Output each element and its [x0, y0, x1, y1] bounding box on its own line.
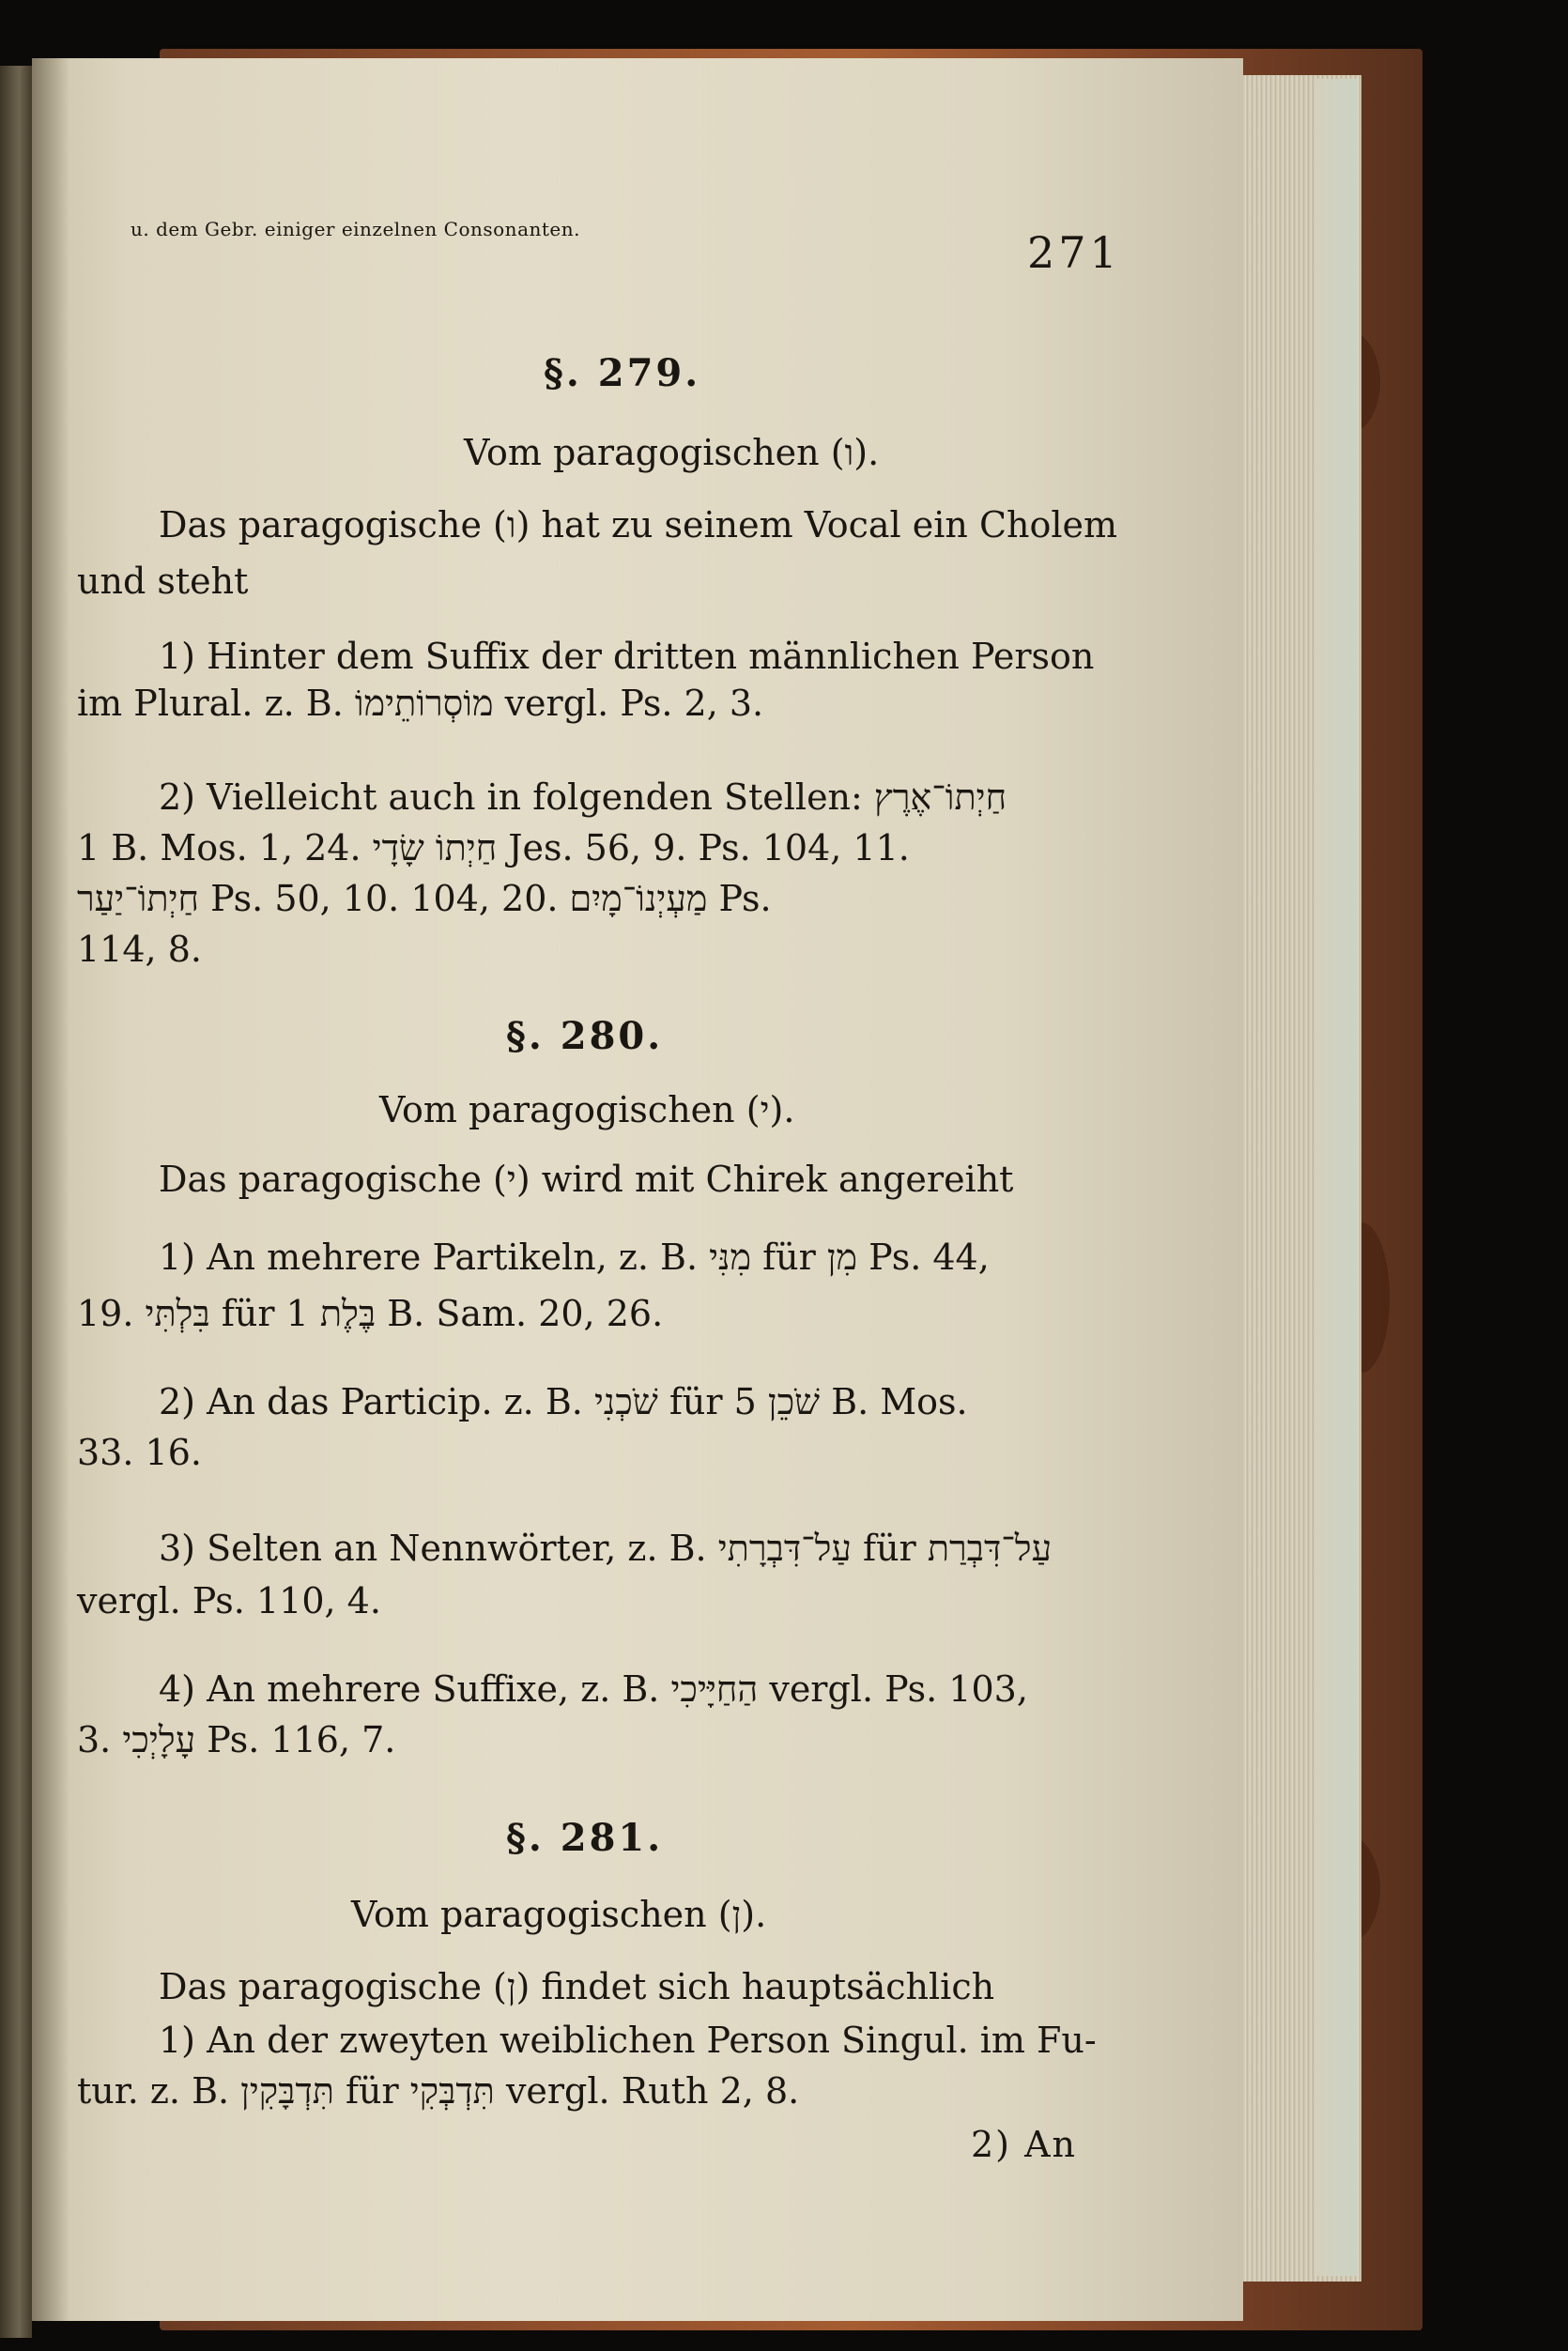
text-line: Das paragogische (י) wird mit Chirek angereiht [159, 1159, 1014, 1200]
gutter-shadow [32, 58, 69, 2321]
text-line: 114, 8. [77, 929, 202, 970]
section-title: Vom paragogischen (ו). [464, 432, 880, 473]
text-line: 33. 16. [77, 1432, 202, 1473]
text-line: חַיְתוֹ־יַעַר Ps. 50, 10. 104, 20. מַעְיְנוֹ־מָיִם Ps. [77, 878, 772, 919]
text-line: Das paragogische (ן) findet sich hauptsächlich [159, 1966, 995, 2007]
text-line: 3) Selten an Nennwörter, z. B. עַל־דִּבְרָתִי für עַל־דִּבְרַת [159, 1528, 1053, 1569]
text-line: 4) An mehrere Suffixe, z. B. הַחַיָּיכִי vergl. Ps. 103, [159, 1668, 1028, 1710]
text-line: Das paragogische (ו) hat zu seinem Vocal ein Cholem [159, 504, 1118, 545]
text-line: 1 B. Mos. 1, 24. חַיְתוֹ שָׂדָי Jes. 56, 9. Ps. 104, 11. [77, 827, 910, 868]
section-title: Vom paragogischen (י). [379, 1089, 795, 1130]
section-number: §. 281. [506, 1816, 664, 1860]
printed-page [32, 58, 1243, 2321]
facing-page-edge [0, 66, 32, 2338]
page-number: 271 [1027, 227, 1121, 278]
text-line: 2) An das Particip. z. B. שֹׁכְנִי für שֹׁכֵן 5 B. Mos. [159, 1381, 968, 1422]
text-line: 19. בִּלְתִּי für בֶּלֶת 1 B. Sam. 20, 26. [77, 1293, 664, 1334]
text-line: 1) Hinter dem Suffix der dritten männlichen Person [159, 636, 1095, 677]
text-line: im Plural. z. B. מוֹסְרוֹתֵימוֹ vergl. Ps. 2, 3. [77, 683, 764, 724]
text-line: 1) An der zweyten weiblichen Person Singul. im Fu- [159, 2020, 1097, 2061]
text-line: und steht [77, 561, 249, 602]
text-line: 2) Vielleicht auch in folgenden Stellen: חַיְתוֹ־אֶרֶץ [159, 776, 1007, 818]
section-title: Vom paragogischen (ן). [351, 1894, 767, 1935]
section-number: §. 280. [506, 1014, 664, 1058]
running-head: u. dem Gebr. einiger einzelnen Consonanten. [131, 218, 580, 240]
catchword: 2) An [971, 2124, 1077, 2165]
text-line: 1) An mehrere Partikeln, z. B. מִנִּי für מִן Ps. 44, [159, 1237, 990, 1278]
text-line: tur. z. B. תִּדְבָּקִין für תִּדְבְּקִי vergl. Ruth 2, 8. [77, 2070, 800, 2112]
text-line: vergl. Ps. 110, 4. [77, 1580, 381, 1621]
section-number: §. 279. [544, 351, 701, 395]
text-line: 3. עָלָיְכִי Ps. 116, 7. [77, 1719, 396, 1760]
page-block-fore-edge [1314, 79, 1358, 2276]
